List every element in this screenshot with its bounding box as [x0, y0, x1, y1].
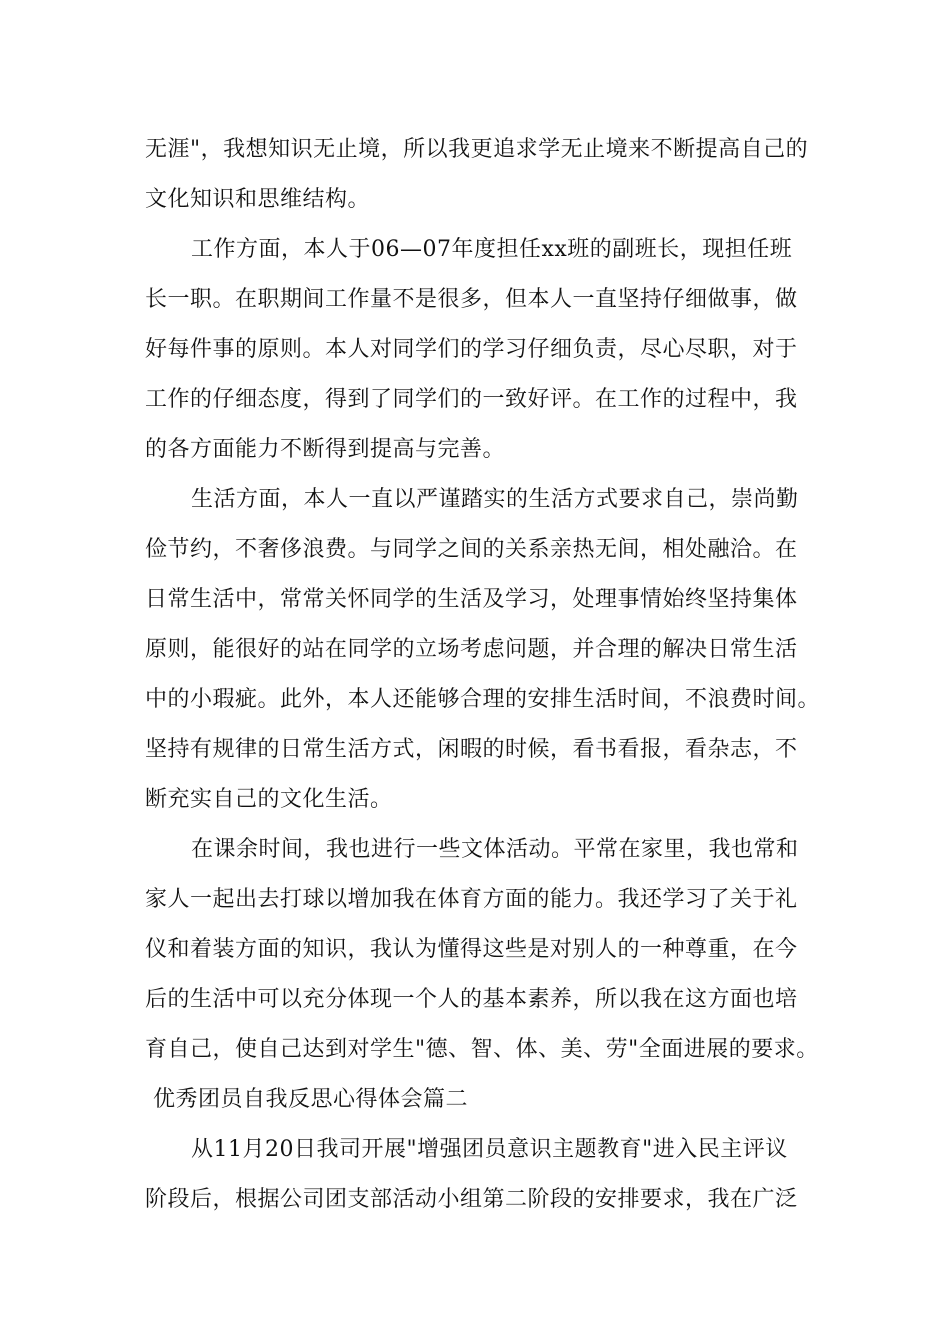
section-heading: 优秀团员自我反思心得体会篇二 — [153, 1087, 469, 1112]
text-line: 家人一起出去打球以增加我在体育方面的能力。我还学习了关于礼 — [145, 887, 798, 912]
text-line: 断充实自己的文化生活。 — [145, 787, 393, 812]
text-line: 无涯"，我想知识无止境，所以我更追求学无止境来不断提高自己的 — [145, 137, 809, 162]
text-line: 原则，能很好的站在同学的立场考虑问题，并合理的解决日常生活 — [145, 637, 798, 662]
text-line: 阶段后，根据公司团支部活动小组第二阶段的安排要求，我在广泛 — [145, 1187, 798, 1212]
text-line: 日常生活中，常常关怀同学的生活及学习，处理事情始终坚持集体 — [145, 587, 798, 612]
text-line: 长一职。在职期间工作量不是很多，但本人一直坚持仔细做事，做 — [145, 287, 798, 312]
text-line: 中的小瑕疵。此外，本人还能够合理的安排生活时间，不浪费时间。 — [145, 687, 821, 712]
text-line: 坚持有规律的日常生活方式，闲暇的时候，看书看报，看杂志，不 — [145, 737, 798, 762]
text-line: 俭节约，不奢侈浪费。与同学之间的关系亲热无间，相处融洽。在 — [145, 537, 798, 562]
text-line: 工作的仔细态度，得到了同学们的一致好评。在工作的过程中，我 — [145, 387, 798, 412]
paragraph-first-line: 从11月20日我司开展"增强团员意识主题教育"进入民主评议 — [191, 1137, 788, 1162]
text-line: 后的生活中可以充分体现一个人的基本素养，所以我在这方面也培 — [145, 987, 798, 1012]
text-line: 仪和着装方面的知识，我认为懂得这些是对别人的一种尊重，在今 — [145, 937, 798, 962]
text-line: 文化知识和思维结构。 — [145, 187, 371, 212]
paragraph-first-line: 在课余时间，我也进行一些文体活动。平常在家里，我也常和 — [191, 837, 799, 862]
paragraph-first-line: 工作方面，本人于06—07年度担任xx班的副班长，现担任班 — [191, 237, 793, 262]
text-line: 育自己，使自己达到对学生"德、智、体、美、劳"全面进展的要求。 — [145, 1037, 819, 1062]
paragraph-first-line: 生活方面，本人一直以严谨踏实的生活方式要求自己，崇尚勤 — [191, 487, 799, 512]
text-line: 的各方面能力不断得到提高与完善。 — [145, 437, 506, 462]
text-line: 好每件事的原则。本人对同学们的学习仔细负责，尽心尽职，对于 — [145, 337, 798, 362]
